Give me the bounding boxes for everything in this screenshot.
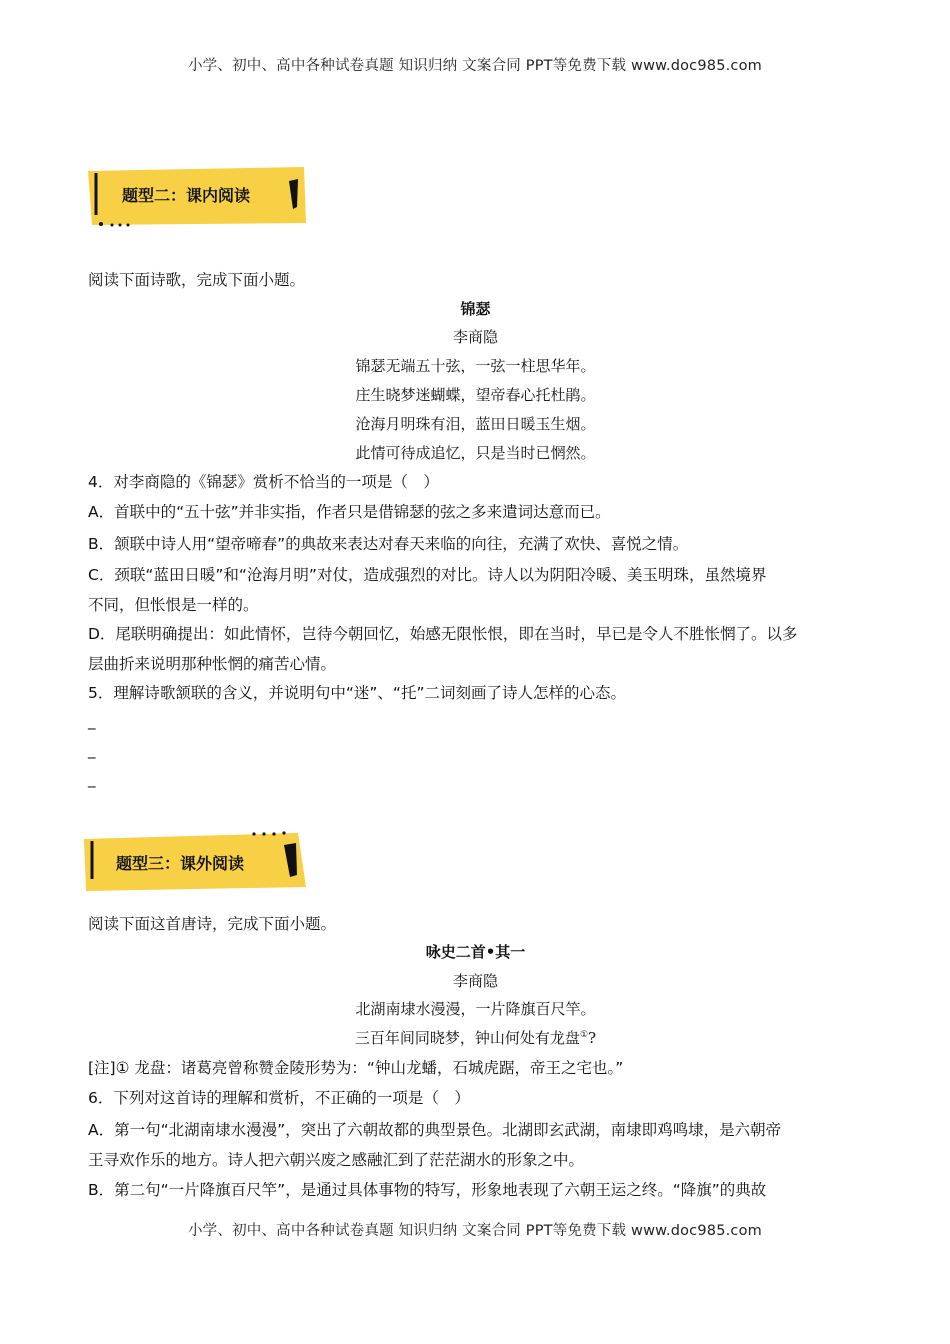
- option-6b: B．第二句“一片降旗百尺竿”，是通过具体事物的特写，形象地表现了六朝王运之终。“降旗”的典故: [88, 1181, 767, 1199]
- poem-line: 北湖南埭水漫漫，一片降旗百尺竿。: [355, 1000, 596, 1018]
- answer-blank: _: [88, 770, 96, 788]
- footnote-mark: ①: [579, 1030, 589, 1040]
- section-banner-3: [84, 831, 310, 895]
- option-6a-cont: 王寻欢作乐的地方。诗人把六朝兴废之感融汇到了茫茫湖水的形象之中。: [88, 1151, 585, 1169]
- poem-line: [88, 1027, 863, 1048]
- poem-author-2: 李商隐: [452, 972, 498, 990]
- option-4c: C．颈联“蓝田日暖”和“沧海月明”对仗，造成强烈的对比。诗人以为阴阳冷暖、美玉明珠，虽然境界: [88, 566, 767, 584]
- option-4d-cont: 层曲折来说明那种怅惘的痛苦心情。: [88, 655, 337, 673]
- question-5: 5．理解诗歌颔联的含义，并说明句中“迷”、“托”二词刻画了诗人怎样的心态。: [88, 684, 626, 702]
- answer-blank: _: [88, 741, 96, 759]
- option-6a: A．第一句“北湖南埭水漫漫”，突出了六朝故都的典型景色。北湖即玄武湖，南埭即鸡鸣埭，是六朝帝: [88, 1121, 782, 1139]
- page-header: 小学、初中、高中各种试卷真题 知识归纳 文案合同 PPT等免费下载 www.doc985.com: [187, 58, 763, 74]
- poem-author-1: 李商隐: [452, 328, 498, 346]
- poem-line-text: 三百年间同晓梦，钟山何处有龙盘: [354, 1029, 580, 1047]
- poem-line: 此情可待成追忆，只是当时已惘然。: [355, 444, 596, 462]
- question-6: 6．下列对这首诗的理解和赏析，不正确的一项是（ ）: [88, 1089, 470, 1107]
- page-footer: 小学、初中、高中各种试卷真题 知识归纳 文案合同 PPT等免费下载 www.doc985.com: [187, 1223, 763, 1239]
- intro-3: 阅读下面这首唐诗，完成下面小题。: [88, 915, 337, 933]
- section-title-3: 题型三：课外阅读: [116, 854, 245, 873]
- poem-line: 锦瑟无端五十弦，一弦一柱思华年。: [355, 357, 596, 375]
- poem-line: 庄生晓梦迷蝴蝶，望帝春心托杜鹃。: [355, 386, 596, 404]
- option-4d: D．尾联明确提出：如此情怀，岂待今朝回忆，始感无限怅恨，即在当时，早已是令人不胜怅惘了。以多: [88, 625, 798, 643]
- option-4b: B．颔联中诗人用“望帝啼春”的典故来表达对春天来临的向往，充满了欢快、喜悦之情。: [88, 535, 689, 553]
- section-title-2: 题型二：课内阅读: [122, 186, 251, 205]
- question-4: 4．对李商隐的《锦瑟》赏析不恰当的一项是（ ）: [88, 473, 439, 491]
- poem-line: 沧海月明珠有泪，蓝田日暖玉生烟。: [355, 415, 596, 433]
- intro-2: 阅读下面诗歌，完成下面小题。: [88, 271, 306, 289]
- poem-title-1: 锦瑟: [460, 300, 491, 318]
- section-banner-2: [84, 167, 310, 231]
- option-4c-cont: 不同，但怅恨是一样的。: [88, 596, 259, 614]
- footnote: [注]① 龙盘：诸葛亮曾称赞金陵形势为：“钟山龙蟠，石城虎踞，帝王之宅也。”: [88, 1059, 624, 1077]
- poem-line-end: ?: [588, 1029, 597, 1047]
- answer-blank: _: [88, 712, 96, 730]
- poem-title-2: 咏史二首•其一: [425, 943, 526, 961]
- option-4a: A．首联中的“五十弦”并非实指，作者只是借锦瑟的弦之多来遣词达意而已。: [88, 503, 611, 521]
